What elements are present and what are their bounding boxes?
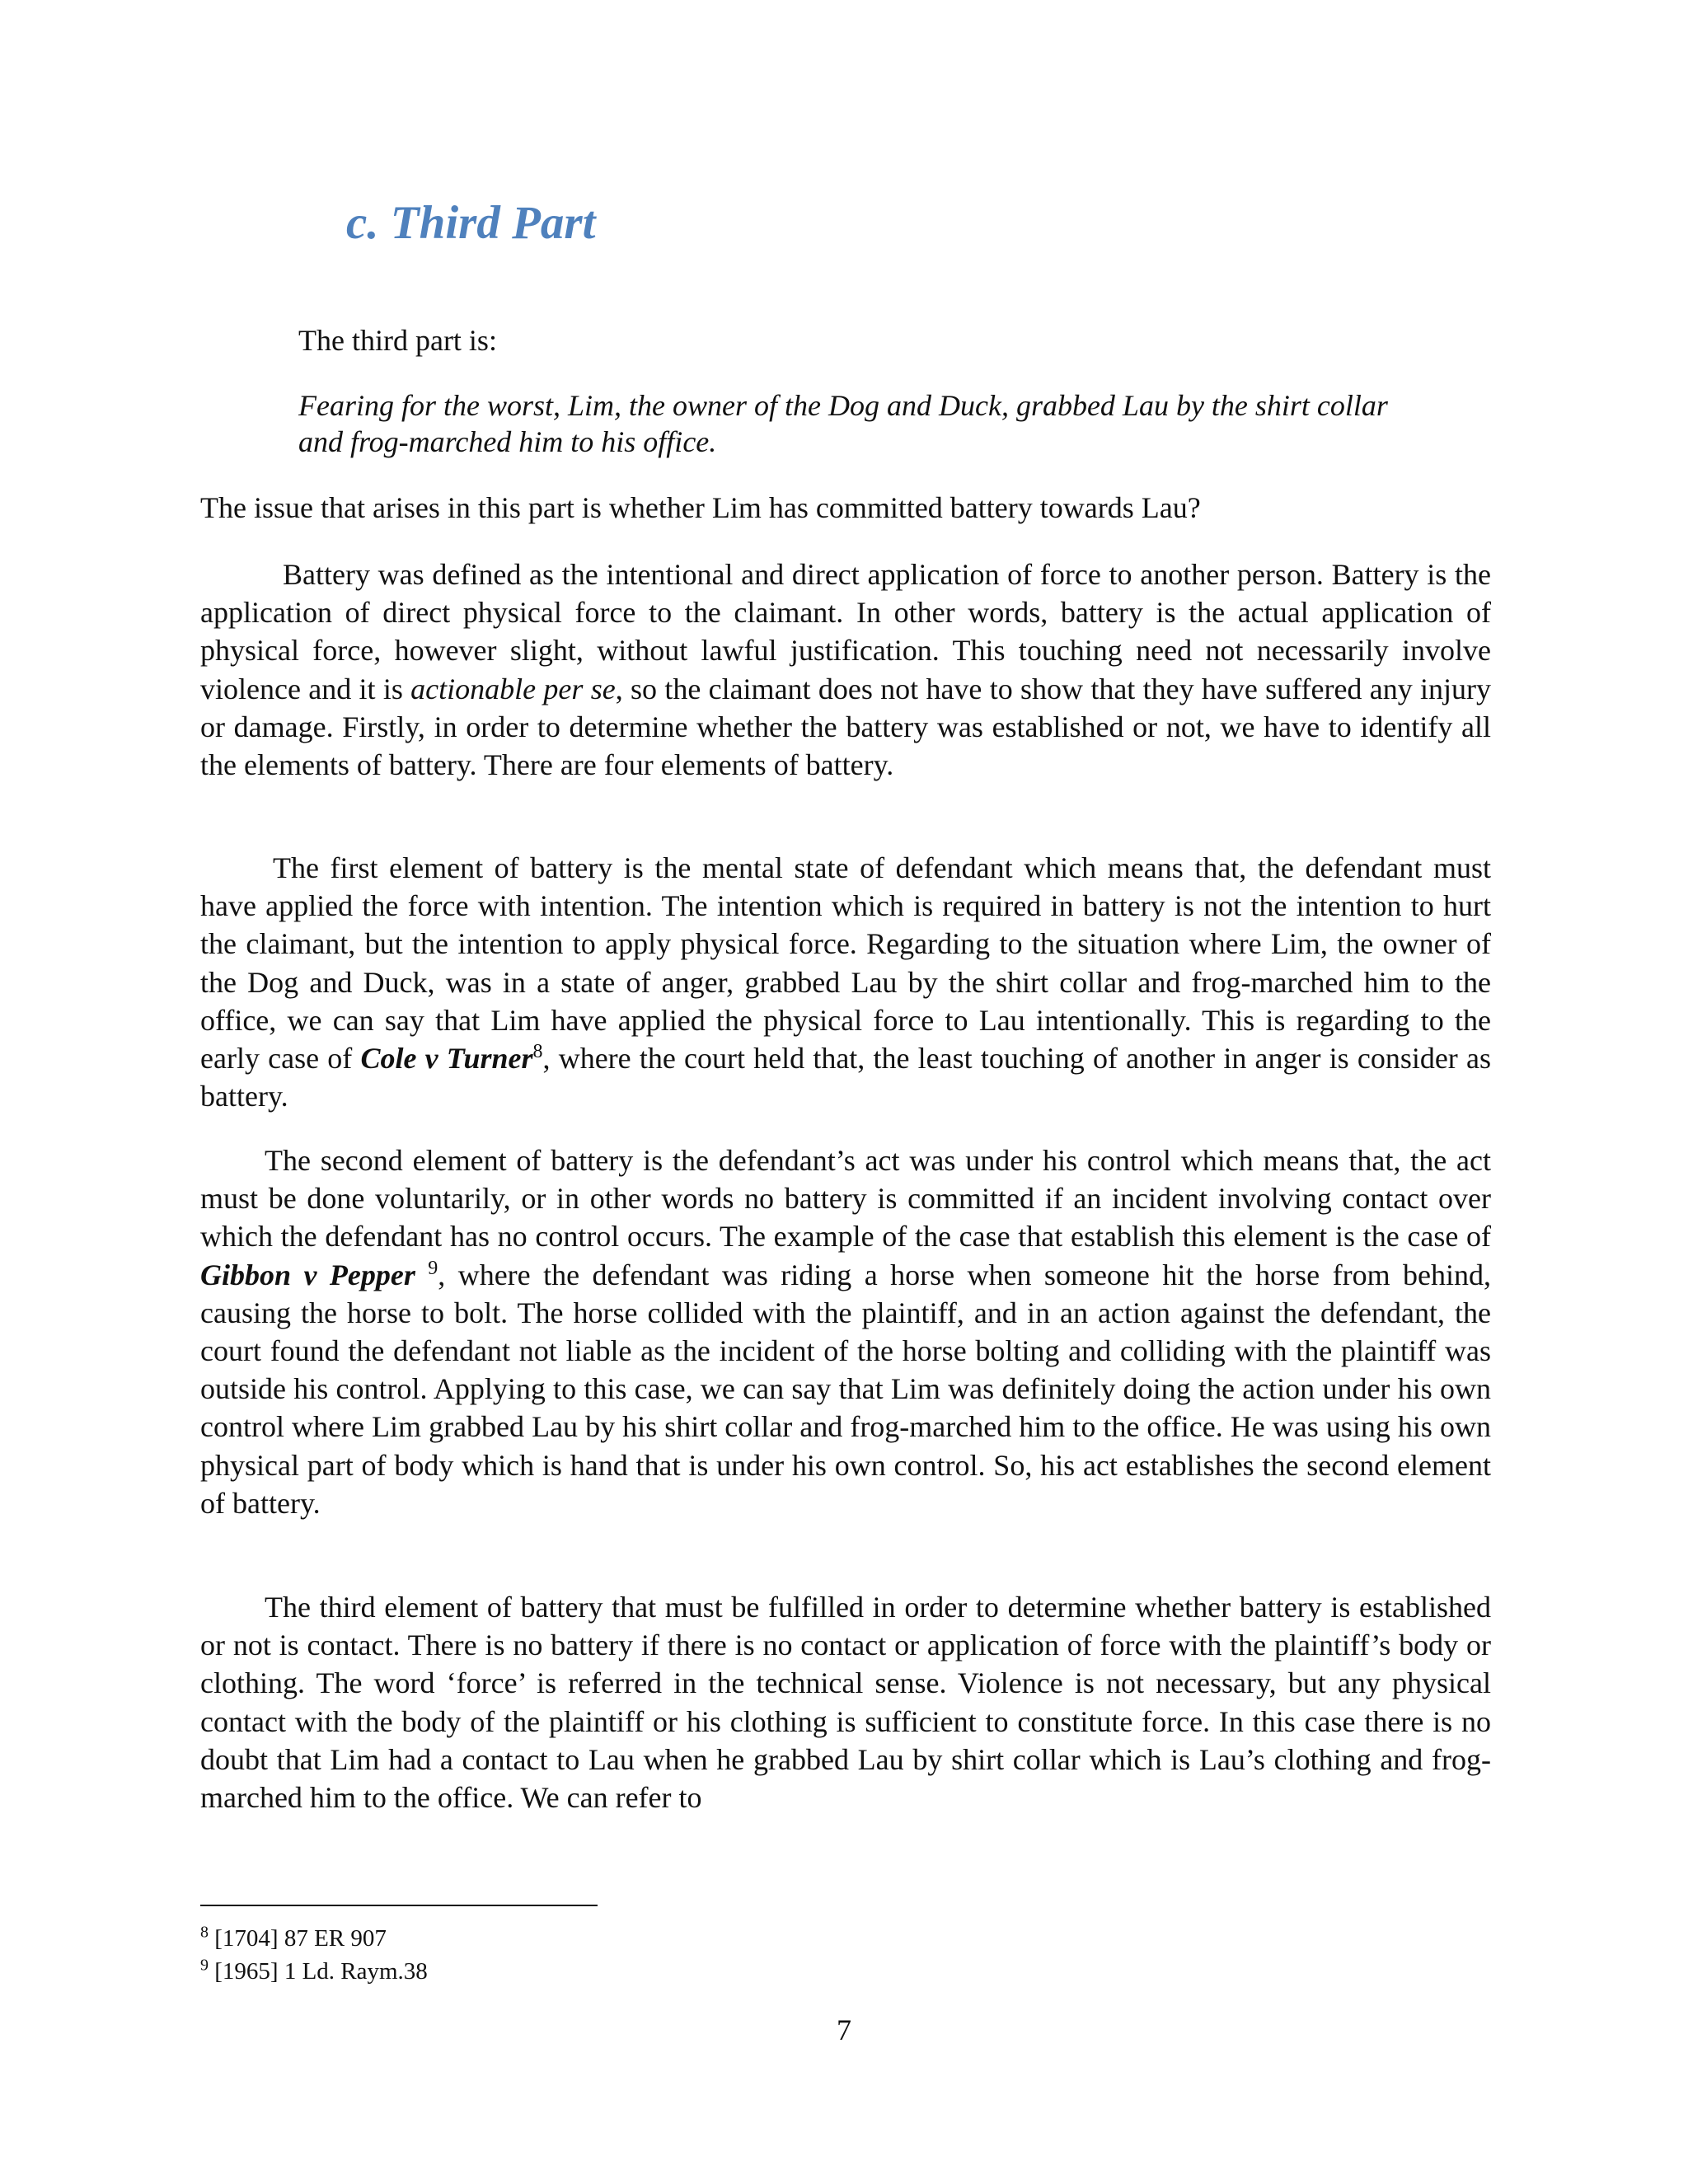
footnote-ref-9: 9: [428, 1257, 438, 1279]
paragraph-third-element: The third element of battery that must be fulfilled in order to determine whether battery is established or not is contact. There is no battery if there is no contact or application of force with the plaintiff’s body or clothing. The word ‘force’ is referred in the technical sense. Violence is not necessary, but any physical contact with the body of the plaintiff or his clothing is sufficient to constitute force. In this case there is no doubt that Lim had a contact to Lau when he grabbed Lau by shirt collar which is Lau’s clothing and frog-marched him to the office. We can refer to: [200, 1591, 1491, 1815]
paragraph-text: Battery was defined as the intentional and direct application of force to another person. Battery is the application of direct physical force to the claimant. In other words, battery is the actual application of physical force, however slight, without lawful justification. This touching need not necessarily involve violence and it is: [200, 558, 1491, 705]
case-name-gibbon-v-pepper: Gibbon v Pepper: [200, 1258, 415, 1291]
paragraph-text: The first element of battery is the mental state of defendant which means that, the defendant must have applied the force with intention. The intention which is required in battery is not the intention to hurt the claimant, but the intention to apply physical force. Regarding to the situation where Lim, the owner of the Dog and Duck, was in a state of anger, grabbed Lau by the shirt collar and frog-marched him to the office, we can say that Lim have applied the physical force to Lau intentionally. This is regarding to the early case of: [200, 851, 1491, 1076]
case-name-cole-v-turner: Cole v Turner: [360, 1042, 533, 1076]
footnote-number: 8: [200, 1923, 209, 1942]
footnote-text: [1965] 1 Ld. Raym.38: [214, 1958, 428, 1985]
paragraph-second-element: [200, 1141, 1491, 1522]
paragraph-first-element: [200, 849, 1491, 1115]
paragraph-text: , so the claimant does not have to show that they have suffered any injury or damage. Firstly, in order to determine whether the battery was established or not, we have to identify all the elements of battery. There are four elements of battery.: [200, 672, 1491, 782]
paragraph-text: , where the defendant was riding a horse when someone hit the horse from behind, causing the horse to bolt. The horse collided with the plaintiff, and in an action against the defendant, the court found the defendant not liable as the incident of the horse bolting and colliding with the plaintiff was outside his control. Applying to this case, we can say that Lim was definitely doing the action under his own control where Lim grabbed Lau by his shirt collar and frog-marched him to the office. He was using his own physical part of body which is hand that is under his own control. So, his act establishes the second element of battery.: [200, 1258, 1491, 1520]
footnote-9: [200, 1958, 428, 1985]
page-number: 7: [837, 2013, 851, 2046]
section-heading: c. Third Part: [346, 197, 596, 249]
footnote-divider: [200, 1905, 598, 1906]
footnote-ref-8: 8: [532, 1041, 543, 1063]
latin-term: actionable per se: [410, 672, 616, 705]
footnote-text: [1704] 87 ER 907: [214, 1925, 387, 1952]
footnote-number: 9: [200, 1956, 209, 1975]
quoted-scenario: Fearing for the worst, Lim, the owner of the Dog and Duck, grabbed Lau by the shirt collar and frog-marched him to his office.: [298, 389, 1388, 458]
issue-statement: The issue that arises in this part is whether Lim has committed battery towards Lau?: [200, 491, 1201, 524]
paragraph-text: , where the court held that, the least touching of another in anger is consider as battery.: [200, 1042, 1491, 1113]
footnote-8: [200, 1925, 387, 1952]
paragraph-battery-definition: [200, 555, 1491, 784]
paragraph-text: The second element of battery is the defendant’s act was under his control which means that, the act must be done voluntarily, or in other words no battery is committed if an incident involving contact over which the defendant has no control occurs. The example of the case that establish this element is the case of: [200, 1144, 1491, 1254]
intro-line: The third part is:: [298, 324, 497, 357]
